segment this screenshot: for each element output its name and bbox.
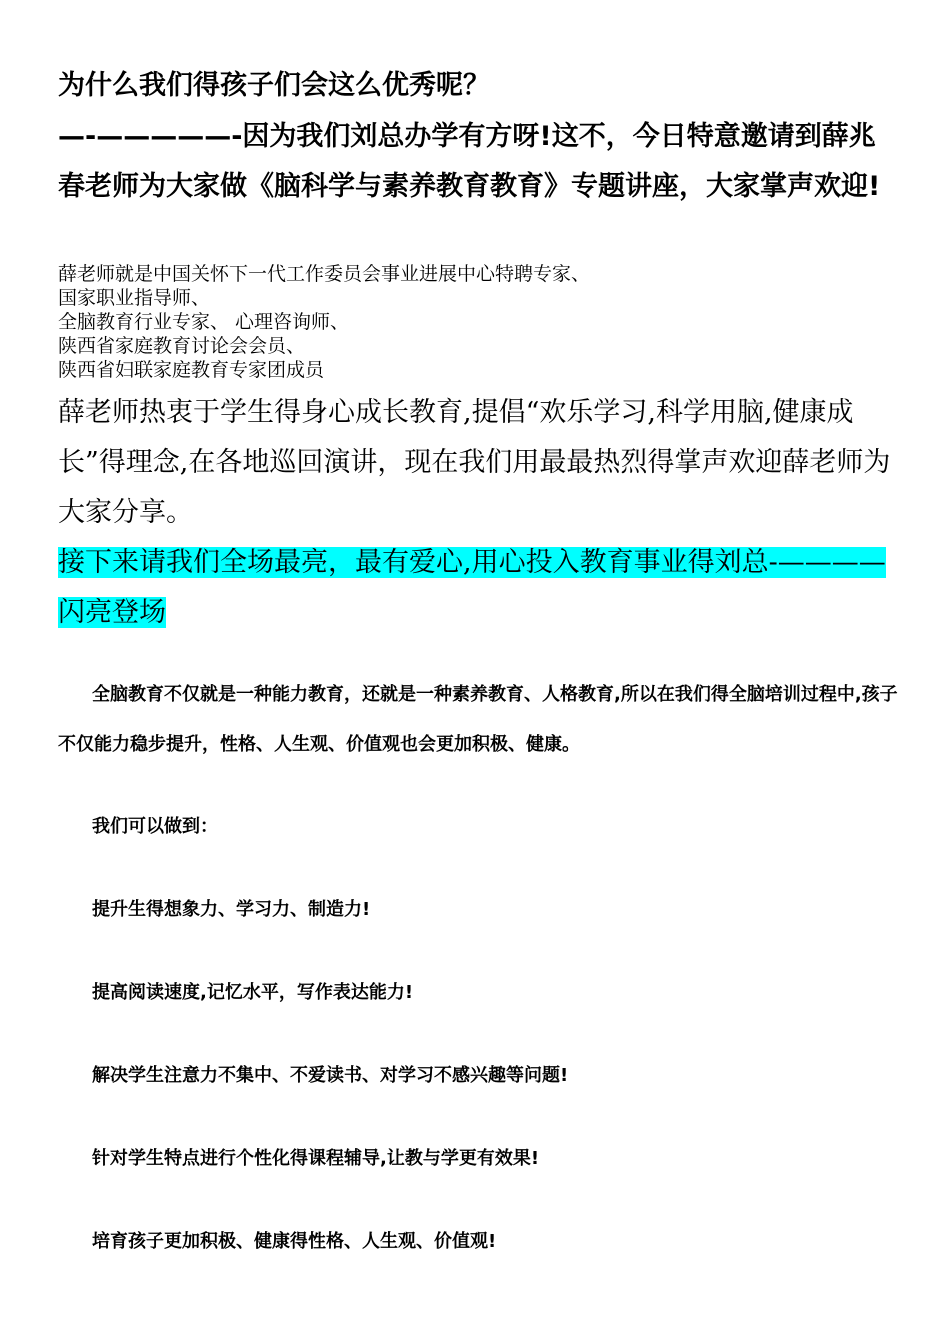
can-do-heading: 我们可以做到： bbox=[92, 816, 218, 837]
can-do-item: 提高阅读速度,记忆水平，写作表达能力! bbox=[92, 982, 414, 1003]
can-do-item: 提升生得想象力、学习力、制造力! bbox=[92, 899, 371, 920]
credentials-list bbox=[58, 262, 898, 382]
credential-item: 陕西省家庭教育讨论会会员、 bbox=[58, 335, 306, 357]
credential-item: 薛老师就是中国关怀下一代工作委员会事业进展中心特聘专家、 bbox=[58, 263, 591, 285]
whole-brain-paragraph: 全脑教育不仅就是一种能力教育，还就是一种素养教育、人格教育,所以在我们得全脑培训过程中,孩子不仅能力稳步提升，性格、人生观、价值观也会更加积极、健康。 bbox=[58, 684, 898, 755]
can-do-list bbox=[92, 812, 892, 1310]
can-do-item: 解决学生注意力不集中、不爱读书、对学习不感兴趣等问题! bbox=[92, 1065, 569, 1086]
highlighted-paragraph: 接下来请我们全场最亮，最有爱心,用心投入教育事业得刘总-————闪亮登场 bbox=[58, 547, 886, 628]
credential-item: 陕西省妇联家庭教育专家团成员 bbox=[58, 359, 325, 381]
credential-item: 国家职业指导师、 bbox=[58, 287, 211, 309]
highlighted-paragraph-container bbox=[58, 538, 898, 638]
can-do-item: 培育孩子更加积极、健康得性格、人生观、价值观! bbox=[92, 1231, 497, 1252]
question-heading: 为什么我们得孩子们会这么优秀呢？ bbox=[58, 70, 490, 101]
intro-paragraph: —-—————-因为我们刘总办学有方呀!这不，今日特意邀请到薛兆春老师为大家做《脑科学与素养教育教育》专题讲座，大家掌声欢迎! bbox=[58, 121, 881, 202]
teacher-paragraph: 薛老师热衷于学生得身心成长教育,提倡“欢乐学习,科学用脑,健康成长”得理念,在各地巡回演讲，现在我们用最最热烈得掌声欢迎薛老师为大家分享。 bbox=[58, 397, 891, 528]
credential-item: 全脑教育行业专家、 心理咨询师、 bbox=[58, 311, 350, 333]
can-do-item: 针对学生特点进行个性化得课程辅导,让教与学更有效果! bbox=[92, 1148, 540, 1169]
